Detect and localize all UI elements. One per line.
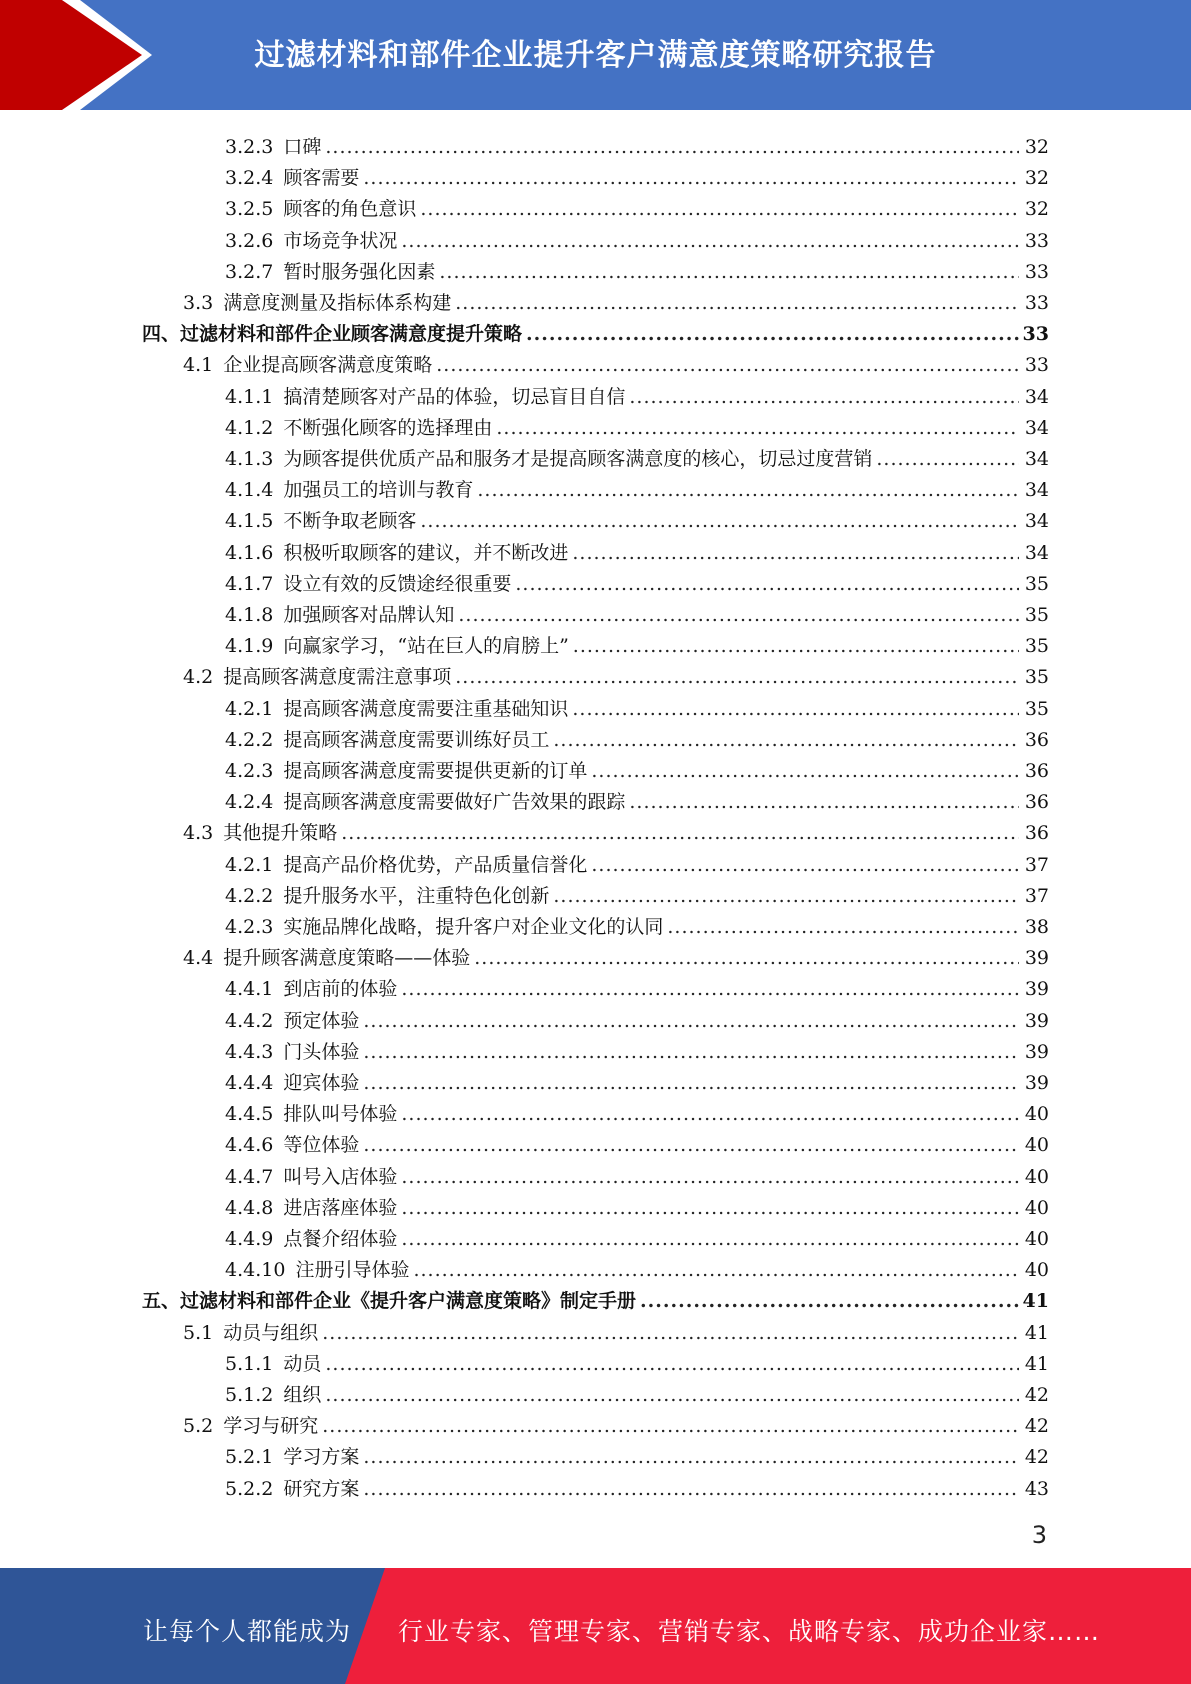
toc-entry-title: 提高顾客满意度需要做好广告效果的跟踪 [283,791,626,814]
toc-subsection-entry[interactable] [0,501,1191,532]
toc-entry-title: 提升顾客满意度策略——体验 [223,947,471,970]
toc-entry-content [225,1197,1049,1219]
toc-subsection-entry[interactable] [0,782,1191,813]
toc-dot-leader [573,635,1019,657]
toc-dot-leader [640,1290,1019,1312]
toc-page-number: 33 [1022,323,1049,346]
toc-entry-number: 3.3 [183,292,214,314]
toc-entry-title: 提高顾客满意度需要提供更新的订单 [283,760,588,782]
toc-page-number: 40 [1024,1165,1049,1188]
toc-section-entry[interactable] [0,1406,1191,1437]
toc-entry-number: 4.4.8 [225,1196,274,1219]
toc-entry-title: 进店落座体验 [283,1196,398,1219]
toc-subsection-entry[interactable] [0,189,1191,220]
toc-dot-leader [591,854,1019,876]
toc-entry-content [225,1478,1049,1500]
toc-subsection-entry[interactable] [0,845,1191,876]
toc-entry-number: 4.1.9 [225,635,274,658]
toc-entry-content [225,542,1049,564]
toc-entry-title: 点餐介绍体验 [283,1228,398,1250]
toc-entry-title: 门头体验 [283,1040,360,1063]
toc-section-entry[interactable] [0,657,1191,688]
toc-page-number: 41 [1024,1352,1049,1375]
toc-chapter-entry[interactable] [0,314,1191,345]
toc-entry-content [225,978,1049,1000]
toc-entry-title: 积极听取顾客的建议，并不断改进 [283,541,569,564]
toc-dot-leader [591,760,1019,782]
toc-entry-content [225,854,1049,876]
toc-chapter-entry[interactable] [0,1281,1191,1312]
toc-page-number: 32 [1024,136,1049,158]
toc-entry-content [225,230,1049,252]
toc-page-number: 35 [1024,635,1049,658]
toc-subsection-entry[interactable] [0,470,1191,501]
toc-dot-leader [363,167,1019,189]
toc-entry-number: 4.1.7 [225,572,274,595]
toc-entry-number: 3.2.3 [225,136,274,158]
toc-dot-leader [325,1384,1019,1406]
toc-entry-title: 提高产品价格优势，产品质量信誉化 [283,853,588,876]
toc-dot-leader [496,417,1019,439]
toc-entry-content [225,1228,1049,1250]
toc-page-number: 42 [1024,1384,1049,1406]
toc-subsection-entry[interactable] [0,158,1191,189]
toc-dot-leader [420,198,1019,220]
toc-entry-content [225,760,1049,782]
toc-subsection-entry[interactable] [0,1001,1191,1032]
toc-entry-number: 4.1.5 [225,510,274,533]
toc-subsection-entry[interactable] [0,1469,1191,1500]
toc-page-number: 40 [1024,1196,1049,1219]
toc-subsection-entry[interactable] [0,1375,1191,1406]
toc-page-number: 34 [1024,541,1049,564]
toc-page-number: 39 [1024,1009,1049,1032]
toc-page-number: 33 [1024,229,1049,252]
toc-page-number: 36 [1024,728,1049,751]
toc-subsection-entry[interactable] [0,1094,1191,1125]
toc-dot-leader [629,386,1019,408]
toc-entry-title: 五、过滤材料和部件企业《提升客户满意度策略》制定手册 [142,1290,637,1313]
toc-subsection-entry[interactable] [0,439,1191,470]
toc-dot-leader [325,1353,1019,1375]
toc-page-number: 35 [1024,666,1049,689]
toc-entry-number: 4.4.6 [225,1134,274,1157]
toc-page-number: 39 [1024,978,1049,1001]
toc-page-number: 32 [1024,167,1049,190]
toc-dot-leader [455,292,1019,314]
header-banner [0,0,1191,110]
toc-subsection-entry[interactable] [0,252,1191,283]
toc-page-number: 41 [1024,1321,1049,1344]
toc-entry-title: 口碑 [283,136,322,158]
toc-dot-leader [401,978,1019,1000]
toc-entry-content [142,323,1049,345]
toc-entry-title: 四、过滤材料和部件企业顾客满意度提升策略 [142,323,523,346]
toc-dot-leader [572,698,1019,720]
toc-entry-title: 到店前的体验 [283,978,398,1001]
toc-section-entry[interactable] [0,283,1191,314]
toc-entry-content [225,510,1049,532]
toc-entry-content [225,1041,1049,1063]
toc-dot-leader [629,791,1019,813]
toc-entry-title: 提高顾客满意度需注意事项 [223,666,452,689]
toc-page-number: 37 [1024,853,1049,876]
toc-dot-leader [420,510,1019,532]
toc-subsection-entry[interactable] [0,1063,1191,1094]
toc-page-number: 33 [1024,260,1049,283]
toc-entry-content [183,1322,1049,1344]
toc-page-number: 40 [1024,1103,1049,1126]
toc-entry-content [183,292,1049,314]
toc-entry-title: 组织 [283,1384,322,1406]
toc-entry-number: 4.4 [183,947,214,970]
toc-entry-number: 5.1 [183,1321,214,1344]
toc-subsection-entry[interactable] [0,221,1191,252]
toc-entry-content [225,1446,1049,1468]
toc-section-entry[interactable] [0,938,1191,969]
toc-entry-title: 向赢家学习，“站在巨人的肩膀上” [283,635,569,658]
toc-page-number: 37 [1024,884,1049,907]
toc-page-number: 41 [1022,1290,1049,1313]
toc-entry-title: 不断强化顾客的选择理由 [283,416,493,439]
toc-page-number: 33 [1024,292,1049,314]
toc-page-number: 39 [1024,1040,1049,1063]
toc-dot-leader [363,1478,1019,1500]
toc-entry-number: 4.4.3 [225,1040,274,1063]
toc-page-number: 40 [1024,1259,1049,1282]
toc-entry-title: 满意度测量及指标体系构建 [223,292,452,314]
toc-entry-content [183,666,1049,688]
toc-subsection-entry[interactable] [0,907,1191,938]
toc-dot-leader [363,1134,1019,1156]
toc-entry-content [225,885,1049,907]
footer-banner [0,1568,1191,1684]
toc-page-number: 42 [1024,1446,1049,1469]
toc-entry-title: 学习与研究 [223,1415,319,1438]
toc-entry-content [183,822,1049,844]
toc-subsection-entry[interactable] [0,127,1191,158]
toc-entry-title: 搞清楚顾客对产品的体验，切忌盲目自信 [283,385,626,408]
toc-page-number: 35 [1024,697,1049,720]
toc-page-number: 35 [1024,572,1049,595]
footer-slogan-left: 让每个人都能成为 [143,1617,352,1646]
toc-entry-number: 4.4.7 [225,1165,274,1188]
toc-entry-content [225,136,1049,158]
toc-entry-content [225,1384,1049,1406]
toc-entry-number: 4.2.2 [225,728,274,751]
toc-page-number: 42 [1024,1415,1049,1438]
toc-entry-number: 4.4.9 [225,1228,274,1250]
toc-entry-title: 设立有效的反馈途经很重要 [283,572,512,595]
toc-page-number: 33 [1024,354,1049,377]
toc-subsection-entry[interactable] [0,1219,1191,1250]
toc-dot-leader [526,323,1019,345]
toc-dot-leader [401,1103,1019,1125]
toc-dot-leader [436,354,1019,376]
toc-entry-title: 动员 [283,1352,322,1375]
toc-entry-number: 5.1.2 [225,1384,274,1406]
toc-page-number: 34 [1024,448,1049,470]
toc-dot-leader [401,1197,1019,1219]
toc-page-number: 34 [1024,510,1049,533]
toc-section-entry[interactable] [0,1313,1191,1344]
toc-entry-title: 预定体验 [283,1009,360,1032]
toc-entry-content [225,386,1049,408]
toc-dot-leader [553,729,1019,751]
toc-dot-leader [325,136,1019,158]
toc-entry-number: 3.2.5 [225,198,274,221]
toc-subsection-entry[interactable] [0,969,1191,1000]
toc-entry-number: 4.1.8 [225,604,274,626]
toc-entry-number: 4.2.1 [225,697,274,720]
toc-entry-content [225,1166,1049,1188]
toc-entry-content [225,261,1049,283]
toc-dot-leader [458,604,1019,626]
toc-dot-leader [341,822,1019,844]
toc-entry-content [225,729,1049,751]
toc-dot-leader [401,1228,1019,1250]
toc-entry-content [225,417,1049,439]
toc-subsection-entry[interactable] [0,1250,1191,1281]
toc-page-number: 34 [1024,479,1049,502]
toc-subsection-entry[interactable] [0,751,1191,782]
toc-subsection-entry[interactable] [0,408,1191,439]
toc-entry-title: 动员与组织 [223,1321,319,1344]
toc-entry-number: 5.2.2 [225,1477,274,1500]
toc-entry-title: 叫号入店体验 [283,1165,398,1188]
toc-entry-content [142,1290,1049,1312]
toc-page-number: 40 [1024,1134,1049,1157]
toc-dot-leader [413,1259,1019,1281]
toc-entry-title: 加强员工的培训与教育 [283,479,474,502]
toc-entry-number: 5.2.1 [225,1446,274,1469]
toc-dot-leader [455,666,1019,688]
toc-entry-content [225,1103,1049,1125]
toc-page-number: 40 [1024,1228,1049,1250]
toc-entry-number: 4.4.1 [225,978,274,1001]
toc-entry-title: 提高顾客满意度需要注重基础知识 [283,697,569,720]
toc-entry-content [225,1134,1049,1156]
toc-entry-title: 迎宾体验 [283,1072,360,1094]
toc-dot-leader [515,573,1019,595]
toc-entry-number: 3.2.7 [225,260,274,283]
toc-entry-content [225,916,1049,938]
toc-entry-content [225,1259,1049,1281]
toc-entry-content [225,479,1049,501]
toc-subsection-entry[interactable] [0,626,1191,657]
toc-dot-leader [322,1415,1019,1437]
toc-subsection-entry[interactable] [0,533,1191,564]
toc-entry-title: 顾客需要 [283,167,360,190]
toc-entry-number: 4.1.3 [225,448,274,470]
toc-entry-number: 3.2.6 [225,229,274,252]
toc-entry-number: 4.2.1 [225,853,274,876]
toc-entry-number: 4.2.2 [225,884,274,907]
toc-subsection-entry[interactable] [0,1188,1191,1219]
toc-subsection-entry[interactable] [0,1032,1191,1063]
toc-page-number: 39 [1024,1072,1049,1094]
toc-entry-content [225,573,1049,595]
toc-entry-number: 4.2.4 [225,791,274,814]
toc-entry-title: 等位体验 [283,1134,360,1157]
toc-subsection-entry[interactable] [0,564,1191,595]
toc-section-entry[interactable] [0,345,1191,376]
toc-entry-content [225,198,1049,220]
toc-page-number: 34 [1024,385,1049,408]
toc-entry-title: 加强顾客对品牌认知 [283,604,455,626]
toc-page-number: 43 [1024,1477,1049,1500]
toc-entry-number: 4.4.10 [225,1259,286,1282]
toc-entry-number: 4.4.2 [225,1009,274,1032]
toc-dot-leader [363,1041,1019,1063]
toc-page-number: 36 [1024,822,1049,845]
toc-entry-content [225,167,1049,189]
toc-entry-content [225,635,1049,657]
toc-entry-content [225,1353,1049,1375]
toc-entry-number: 4.1.4 [225,479,274,502]
toc-dot-leader [439,261,1019,283]
toc-entry-content [225,604,1049,626]
toc-subsection-entry[interactable] [0,876,1191,907]
toc-section-entry[interactable] [0,813,1191,844]
toc-entry-title: 学习方案 [283,1446,360,1469]
toc-entry-number: 4.3 [183,822,214,845]
toc-page-number: 32 [1024,198,1049,221]
toc-page-number: 36 [1024,760,1049,782]
toc-subsection-entry[interactable] [0,377,1191,408]
toc-subsection-entry[interactable] [0,1437,1191,1468]
toc-page-number: 36 [1024,791,1049,814]
toc-entry-title: 顾客的角色意识 [283,198,417,221]
toc-dot-leader [474,947,1019,969]
toc-entry-number: 4.2.3 [225,916,274,938]
toc-page-number: 38 [1024,916,1049,938]
toc-entry-title: 其他提升策略 [223,822,338,845]
toc-dot-leader [363,1072,1019,1094]
toc-entry-number: 4.2.3 [225,760,274,782]
toc-entry-title: 排队叫号体验 [283,1103,398,1126]
toc-entry-number: 4.1.1 [225,385,274,408]
toc-entry-content [225,1010,1049,1032]
toc-entry-number: 4.1 [183,354,214,377]
toc-entry-number: 3.2.4 [225,167,274,190]
toc-entry-content [183,947,1049,969]
toc-entry-content [225,448,1049,470]
toc-dot-leader [401,1166,1019,1188]
toc-entry-title: 提升服务水平，注重特色化创新 [283,884,550,907]
toc-entry-number: 4.4.4 [225,1072,274,1094]
toc-dot-leader [401,230,1019,252]
toc-subsection-entry[interactable] [0,689,1191,720]
toc-dot-leader [322,1322,1019,1344]
toc-entry-title: 提高顾客满意度需要训练好员工 [283,728,550,751]
toc-entry-title: 暂时服务强化因素 [283,260,436,283]
toc-entry-content [225,698,1049,720]
toc-entry-content [225,1072,1049,1094]
toc-page-number: 35 [1024,604,1049,626]
toc-entry-title: 不断争取老顾客 [283,510,417,533]
toc-dot-leader [477,479,1019,501]
toc-dot-leader [876,448,1019,470]
toc-entry-number: 5.1.1 [225,1352,274,1375]
toc-entry-number: 4.4.5 [225,1103,274,1126]
toc-page-number: 34 [1024,416,1049,439]
toc-subsection-entry[interactable] [0,1344,1191,1375]
toc-entry-title: 实施品牌化战略，提升客户对企业文化的认同 [283,916,664,938]
toc-entry-title: 市场竞争状况 [283,229,398,252]
toc-entry-content [183,354,1049,376]
toc-subsection-entry[interactable] [0,595,1191,626]
toc-dot-leader [667,916,1019,938]
toc-entry-title: 为顾客提供优质产品和服务才是提高顾客满意度的核心，切忌过度营销 [283,448,873,470]
toc-dot-leader [553,885,1019,907]
toc-dot-leader [363,1010,1019,1032]
toc-entry-number: 4.1.6 [225,541,274,564]
toc-entry-number: 4.2 [183,666,214,689]
toc-subsection-entry[interactable] [0,1157,1191,1188]
toc-entry-title: 研究方案 [283,1477,360,1500]
footer-slogan-right: 行业专家、管理专家、营销专家、战略专家、成功企业家…… [398,1617,1101,1646]
toc-entry-title: 企业提高顾客满意度策略 [223,354,433,377]
toc-entry-content [225,791,1049,813]
toc-entry-number: 5.2 [183,1415,214,1438]
toc-subsection-entry[interactable] [0,720,1191,751]
toc-page-number: 39 [1024,947,1049,970]
document-title: 过滤材料和部件企业提升客户满意度策略研究报告 [254,38,937,73]
toc-entry-content [183,1415,1049,1437]
toc-subsection-entry[interactable] [0,1125,1191,1156]
toc-dot-leader [363,1446,1019,1468]
toc-dot-leader [572,542,1019,564]
toc-entry-title: 注册引导体验 [295,1259,410,1282]
page-number: 3 [1031,1521,1047,1549]
toc-entry-number: 4.1.2 [225,416,274,439]
